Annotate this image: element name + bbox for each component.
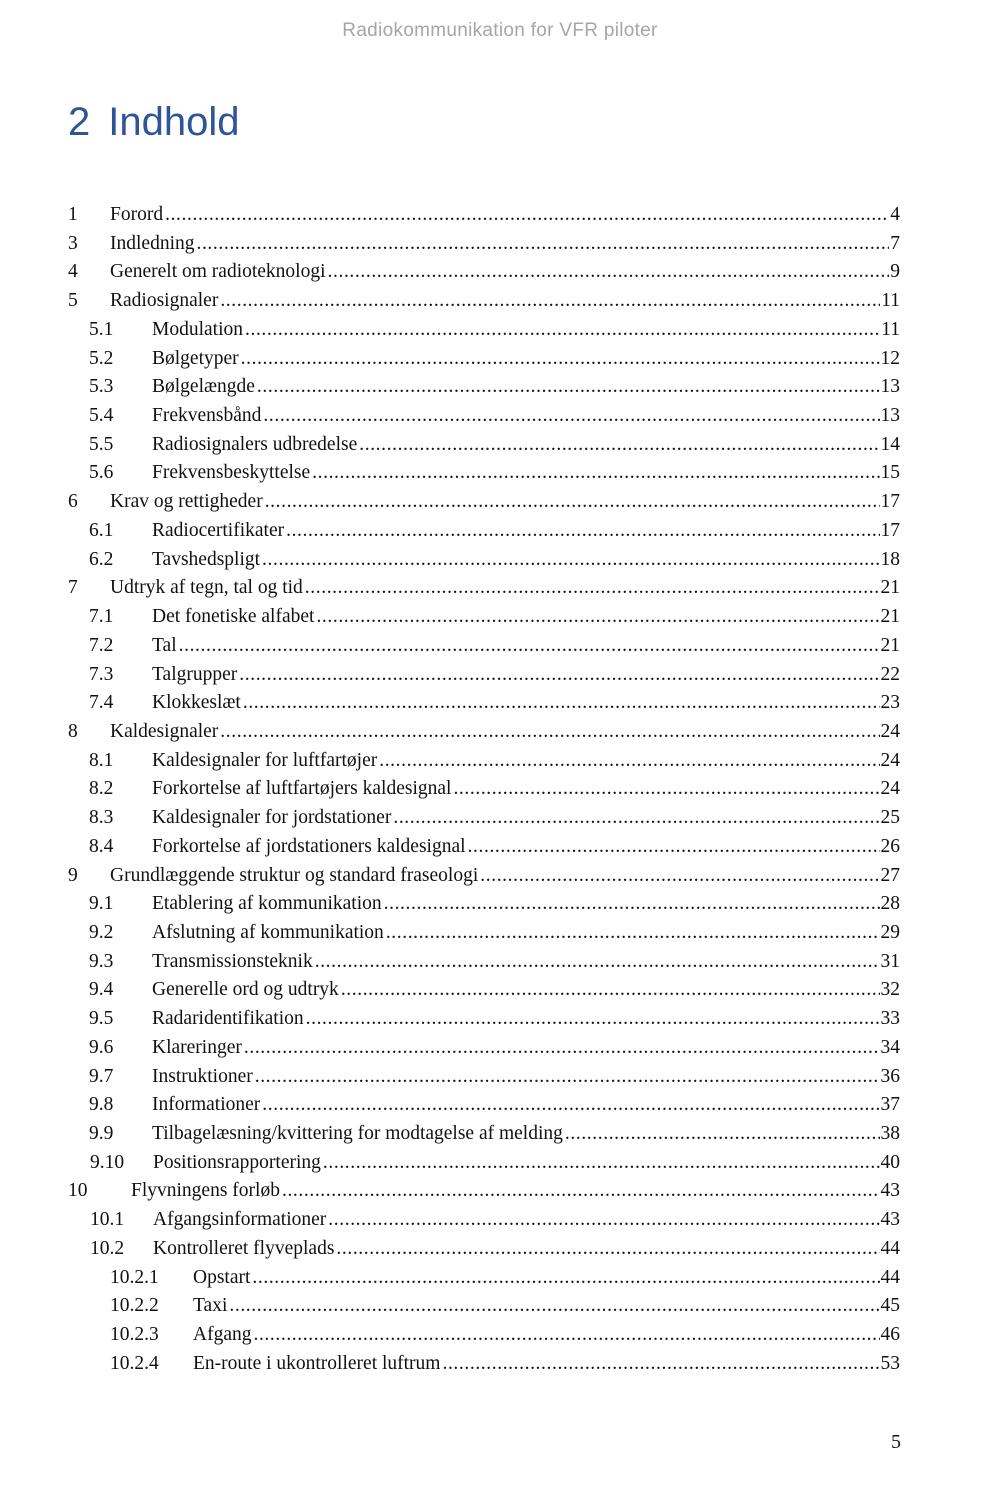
toc-dot-leader [239, 661, 879, 690]
toc-entry-title[interactable]: Radiosignaler [110, 290, 219, 312]
toc-entry-number: 9.7 [89, 1065, 114, 1087]
toc-entry-title[interactable]: Radiosignalers udbredelse [152, 433, 358, 455]
toc-entry-number: 5.1 [89, 318, 114, 340]
toc-entry-title[interactable]: Transmissionsteknik [152, 950, 313, 972]
toc-entry-title[interactable]: Udtryk af tegn, tal og tid [110, 577, 303, 599]
toc-dot-leader [262, 546, 879, 575]
toc-entry-page[interactable]: 44 [880, 1237, 900, 1259]
toc-entry[interactable] [68, 230, 900, 259]
toc-dot-leader [442, 1350, 879, 1379]
toc-dot-leader [359, 431, 879, 460]
toc-entry-number: 8.4 [89, 835, 114, 857]
toc-entry-title[interactable]: Opstart [193, 1266, 251, 1288]
toc-entry[interactable] [68, 1120, 900, 1149]
toc-entry[interactable] [68, 747, 900, 776]
toc-dot-leader [328, 1206, 879, 1235]
toc-entry-number: 7 [68, 577, 78, 599]
toc-entry-page[interactable]: 43 [880, 1209, 900, 1231]
toc-entry-number: 8 [68, 720, 78, 742]
toc-entry-page[interactable]: 11 [881, 290, 900, 312]
toc-entry-title[interactable]: Frekvensbånd [152, 405, 262, 427]
toc-entry-page[interactable]: 32 [880, 979, 900, 1001]
toc-entry-title[interactable]: Kontrolleret flyveplads [153, 1237, 335, 1259]
toc-entry-page[interactable]: 18 [880, 548, 900, 570]
toc-entry-page[interactable]: 24 [880, 749, 900, 771]
toc-dot-leader [453, 775, 879, 804]
toc-entry[interactable] [68, 1063, 900, 1092]
toc-dot-leader [241, 345, 880, 374]
toc-entry[interactable] [68, 316, 900, 345]
toc-entry[interactable] [68, 718, 900, 747]
toc-entry-number: 5.5 [89, 433, 114, 455]
toc-entry-number: 5.4 [89, 405, 114, 427]
toc-entry[interactable] [68, 890, 900, 919]
toc-entry[interactable] [68, 488, 900, 517]
toc-dot-leader [315, 948, 880, 977]
toc-entry-page[interactable]: 40 [880, 1151, 900, 1173]
toc-entry-title[interactable]: Generelt om radioteknologi [110, 261, 326, 283]
toc-entry-page[interactable]: 13 [880, 405, 900, 427]
toc-entry-page[interactable]: 53 [880, 1352, 900, 1374]
toc-entry-title[interactable]: Forkortelse af luftfartøjers kaldesignal [152, 778, 452, 800]
toc-entry-title[interactable]: Instruktioner [152, 1065, 253, 1087]
toc-entry-page[interactable]: 15 [880, 462, 900, 484]
toc-entry-page[interactable]: 21 [880, 634, 900, 656]
toc-entry-number: 3 [68, 232, 78, 254]
toc-dot-leader [220, 718, 879, 747]
toc-entry-page[interactable]: 37 [880, 1094, 900, 1116]
toc-dot-leader [229, 1292, 879, 1321]
toc-entry-title[interactable]: Positionsrapportering [153, 1151, 321, 1173]
toc-entry[interactable] [68, 1091, 900, 1120]
toc-dot-leader [253, 1321, 879, 1350]
toc-entry-page[interactable]: 45 [880, 1295, 900, 1317]
toc-entry-number: 6 [68, 491, 78, 513]
toc-entry[interactable] [68, 201, 900, 230]
toc-dot-leader [316, 603, 879, 632]
toc-entry-title[interactable]: Bølgelængde [152, 376, 255, 398]
toc-entry-number: 9.6 [89, 1036, 114, 1058]
toc-dot-leader [565, 1120, 880, 1149]
toc-entry-number: 10 [68, 1180, 88, 1202]
toc-dot-leader [328, 258, 890, 287]
toc-entry[interactable] [68, 574, 900, 603]
toc-entry-title[interactable]: Etablering af kommunikation [152, 893, 382, 915]
toc-entry-number: 9.2 [89, 921, 114, 943]
toc-entry-number: 10.2.1 [110, 1266, 159, 1288]
toc-entry[interactable] [68, 948, 900, 977]
toc-dot-leader [243, 689, 880, 718]
toc-entry-title[interactable]: Informationer [152, 1094, 261, 1116]
toc-entry[interactable] [68, 919, 900, 948]
toc-dot-leader [306, 1005, 880, 1034]
toc-entry-title[interactable]: Tilbagelæsning/kvittering for modtagelse af melding [152, 1123, 563, 1144]
toc-entry-title[interactable]: Kaldesignaler [110, 720, 219, 742]
toc-entry-page[interactable]: 21 [880, 577, 900, 599]
toc-entry[interactable] [68, 258, 900, 287]
toc-entry[interactable] [68, 1149, 900, 1178]
toc-dot-leader [468, 833, 880, 862]
toc-entry-title[interactable]: Bølgetyper [152, 347, 239, 369]
toc-entry-number: 6.2 [89, 548, 114, 570]
toc-dot-leader [257, 373, 880, 402]
running-header: Radiokommunikation for VFR piloter [342, 20, 658, 41]
toc-entry-title[interactable]: Taxi [193, 1295, 228, 1317]
toc-entry-title[interactable]: Krav og rettigheder [110, 491, 263, 513]
toc-dot-leader [255, 1063, 880, 1092]
toc-entry-title[interactable]: Kaldesignaler for luftfartøjer [152, 749, 378, 771]
toc-entry-number: 10.2 [90, 1237, 125, 1259]
toc-dot-leader [165, 201, 889, 230]
toc-entry[interactable] [68, 775, 900, 804]
table-of-contents [68, 201, 900, 1378]
toc-entry-page[interactable]: 26 [880, 835, 900, 857]
toc-entry-number: 5 [68, 290, 78, 312]
toc-entry-number: 5.2 [89, 347, 114, 369]
toc-entry-page[interactable]: 17 [880, 491, 900, 513]
toc-entry-page[interactable]: 11 [881, 318, 900, 340]
toc-entry-page[interactable]: 27 [880, 864, 900, 886]
toc-entry-number: 8.1 [89, 749, 114, 771]
toc-entry-number: 9.3 [89, 950, 114, 972]
toc-entry[interactable] [68, 632, 900, 661]
toc-entry[interactable] [68, 976, 900, 1005]
toc-entry-number: 5.3 [89, 376, 114, 398]
toc-entry-page[interactable]: 14 [880, 433, 900, 455]
toc-dot-leader [386, 919, 880, 948]
toc-dot-leader [263, 402, 879, 431]
toc-entry-number: 7.1 [89, 606, 114, 628]
toc-entry-page[interactable]: 44 [880, 1266, 900, 1288]
toc-entry-page[interactable]: 34 [880, 1036, 900, 1058]
toc-entry-page[interactable]: 12 [880, 347, 900, 369]
toc-entry-number: 9.4 [89, 979, 114, 1001]
toc-entry-page[interactable]: 43 [880, 1180, 900, 1202]
toc-dot-leader [245, 316, 880, 345]
toc-entry-title[interactable]: Grundlæggende struktur og standard fraseologi [110, 864, 479, 886]
toc-dot-leader [393, 804, 879, 833]
toc-entry-number: 1 [68, 204, 78, 225]
toc-entry-page[interactable]: 7 [890, 232, 900, 254]
toc-entry-page[interactable]: 33 [880, 1008, 900, 1030]
toc-entry[interactable] [68, 1034, 900, 1063]
toc-entry-number: 9.5 [89, 1008, 114, 1030]
toc-entry-title[interactable]: Talgrupper [152, 663, 238, 685]
toc-entry[interactable] [68, 833, 900, 862]
toc-dot-leader [305, 574, 880, 603]
toc-entry-title[interactable]: Afslutning af kommunikation [152, 921, 384, 943]
toc-entry-title[interactable]: Indledning [110, 232, 195, 254]
toc-dot-leader [323, 1149, 880, 1178]
toc-entry[interactable] [68, 1350, 900, 1379]
toc-entry[interactable] [68, 1177, 900, 1206]
toc-entry-number: 9 [68, 864, 78, 886]
toc-dot-leader [286, 517, 879, 546]
page-number: 5 [891, 1431, 901, 1453]
toc-dot-leader [379, 747, 879, 776]
toc-entry-number: 8.2 [89, 778, 114, 800]
toc-dot-leader [265, 488, 880, 517]
toc-entry-page[interactable]: 46 [880, 1324, 900, 1346]
toc-entry-page[interactable]: 24 [880, 778, 900, 800]
toc-entry-number: 8.3 [89, 807, 114, 829]
toc-entry-number: 9.8 [89, 1094, 114, 1116]
toc-entry-page[interactable]: 25 [880, 807, 900, 829]
chapter-number: 2 [68, 100, 91, 144]
toc-entry-title[interactable]: Klokkeslæt [152, 692, 241, 714]
toc-entry-page[interactable]: 9 [890, 261, 900, 283]
toc-entry-page[interactable]: 28 [880, 893, 900, 915]
toc-entry[interactable] [68, 402, 900, 431]
toc-entry[interactable] [68, 546, 900, 575]
toc-entry[interactable] [68, 661, 900, 690]
toc-entry[interactable] [68, 1264, 900, 1293]
toc-entry[interactable] [68, 287, 900, 316]
toc-entry-page[interactable]: 23 [880, 692, 900, 714]
toc-entry[interactable] [68, 689, 900, 718]
toc-dot-leader [312, 459, 879, 488]
toc-entry-number: 10.1 [90, 1209, 125, 1231]
toc-entry-number: 9.1 [89, 893, 114, 915]
toc-entry[interactable] [68, 1206, 900, 1235]
toc-entry-page[interactable]: 38 [880, 1123, 900, 1144]
toc-dot-leader [262, 1091, 879, 1120]
toc-dot-leader [220, 287, 880, 316]
toc-dot-leader [336, 1235, 879, 1264]
toc-entry-number: 7.2 [89, 634, 114, 656]
toc-entry-title[interactable]: Tavshedspligt [152, 548, 261, 570]
toc-entry-title[interactable]: Flyvningens forløb [131, 1180, 280, 1202]
toc-dot-leader [480, 862, 879, 891]
toc-dot-leader [179, 632, 880, 661]
toc-dot-leader [196, 230, 889, 259]
toc-entry-page[interactable]: 21 [880, 606, 900, 628]
toc-entry-title[interactable]: Kaldesignaler for jordstationer [152, 807, 392, 829]
toc-entry-page[interactable]: 24 [880, 720, 900, 742]
toc-entry-title[interactable]: Radaridentifikation [152, 1008, 304, 1030]
toc-entry[interactable] [68, 1005, 900, 1034]
toc-entry-title[interactable]: Radiocertifikater [152, 519, 285, 541]
toc-entry-number: 10.2.2 [110, 1295, 159, 1317]
toc-dot-leader [252, 1264, 879, 1293]
toc-entry-page[interactable]: 31 [880, 950, 900, 972]
toc-entry-page[interactable]: 36 [880, 1065, 900, 1087]
toc-entry-page[interactable]: 29 [880, 921, 900, 943]
toc-entry-number: 10.2.3 [110, 1324, 159, 1346]
toc-entry[interactable] [68, 862, 900, 891]
toc-entry-number: 6.1 [89, 519, 114, 541]
toc-entry-title[interactable]: Generelle ord og udtryk [152, 979, 339, 1001]
toc-entry-number: 10.2.4 [110, 1352, 159, 1374]
toc-entry[interactable] [68, 1292, 900, 1321]
toc-entry[interactable] [68, 459, 900, 488]
toc-entry-title[interactable]: Klareringer [152, 1036, 242, 1058]
toc-entry-page[interactable]: 4 [890, 204, 900, 225]
toc-entry-page[interactable]: 13 [880, 376, 900, 398]
toc-entry-title[interactable]: Modulation [152, 318, 243, 340]
toc-dot-leader [341, 976, 880, 1005]
toc-entry-title[interactable]: Forkortelse af jordstationers kaldesignal [152, 835, 466, 857]
toc-entry[interactable] [68, 1321, 900, 1350]
toc-entry-number: 5.6 [89, 462, 114, 484]
toc-entry[interactable] [68, 1235, 900, 1264]
toc-entry[interactable] [68, 431, 900, 460]
toc-entry[interactable] [68, 373, 900, 402]
toc-entry-number: 9.9 [89, 1123, 114, 1144]
chapter-title-text: Indhold [108, 100, 240, 144]
toc-entry-page[interactable]: 17 [880, 519, 900, 541]
toc-entry-title[interactable]: En-route i ukontrolleret luftrum [193, 1352, 441, 1374]
toc-dot-leader [244, 1034, 880, 1063]
toc-entry-page[interactable]: 22 [880, 663, 900, 685]
toc-entry[interactable] [68, 345, 900, 374]
toc-entry-number: 4 [68, 261, 78, 283]
toc-entry-number: 9.10 [90, 1151, 125, 1173]
chapter-title [68, 100, 239, 145]
toc-dot-leader [282, 1177, 880, 1206]
toc-entry-title[interactable]: Frekvensbeskyttelse [152, 462, 311, 484]
toc-entry[interactable] [68, 603, 900, 632]
toc-entry-title[interactable]: Afgang [193, 1324, 252, 1346]
toc-entry-number: 7.3 [89, 663, 114, 685]
toc-entry-title[interactable]: Forord [110, 204, 164, 225]
toc-entry-number: 7.4 [89, 692, 114, 714]
toc-entry-title[interactable]: Afgangsinformationer [153, 1209, 327, 1231]
toc-entry[interactable] [68, 804, 900, 833]
toc-entry-title[interactable]: Tal [152, 634, 177, 656]
toc-entry[interactable] [68, 517, 900, 546]
toc-entry-title[interactable]: Det fonetiske alfabet [152, 606, 315, 628]
toc-dot-leader [384, 890, 880, 919]
